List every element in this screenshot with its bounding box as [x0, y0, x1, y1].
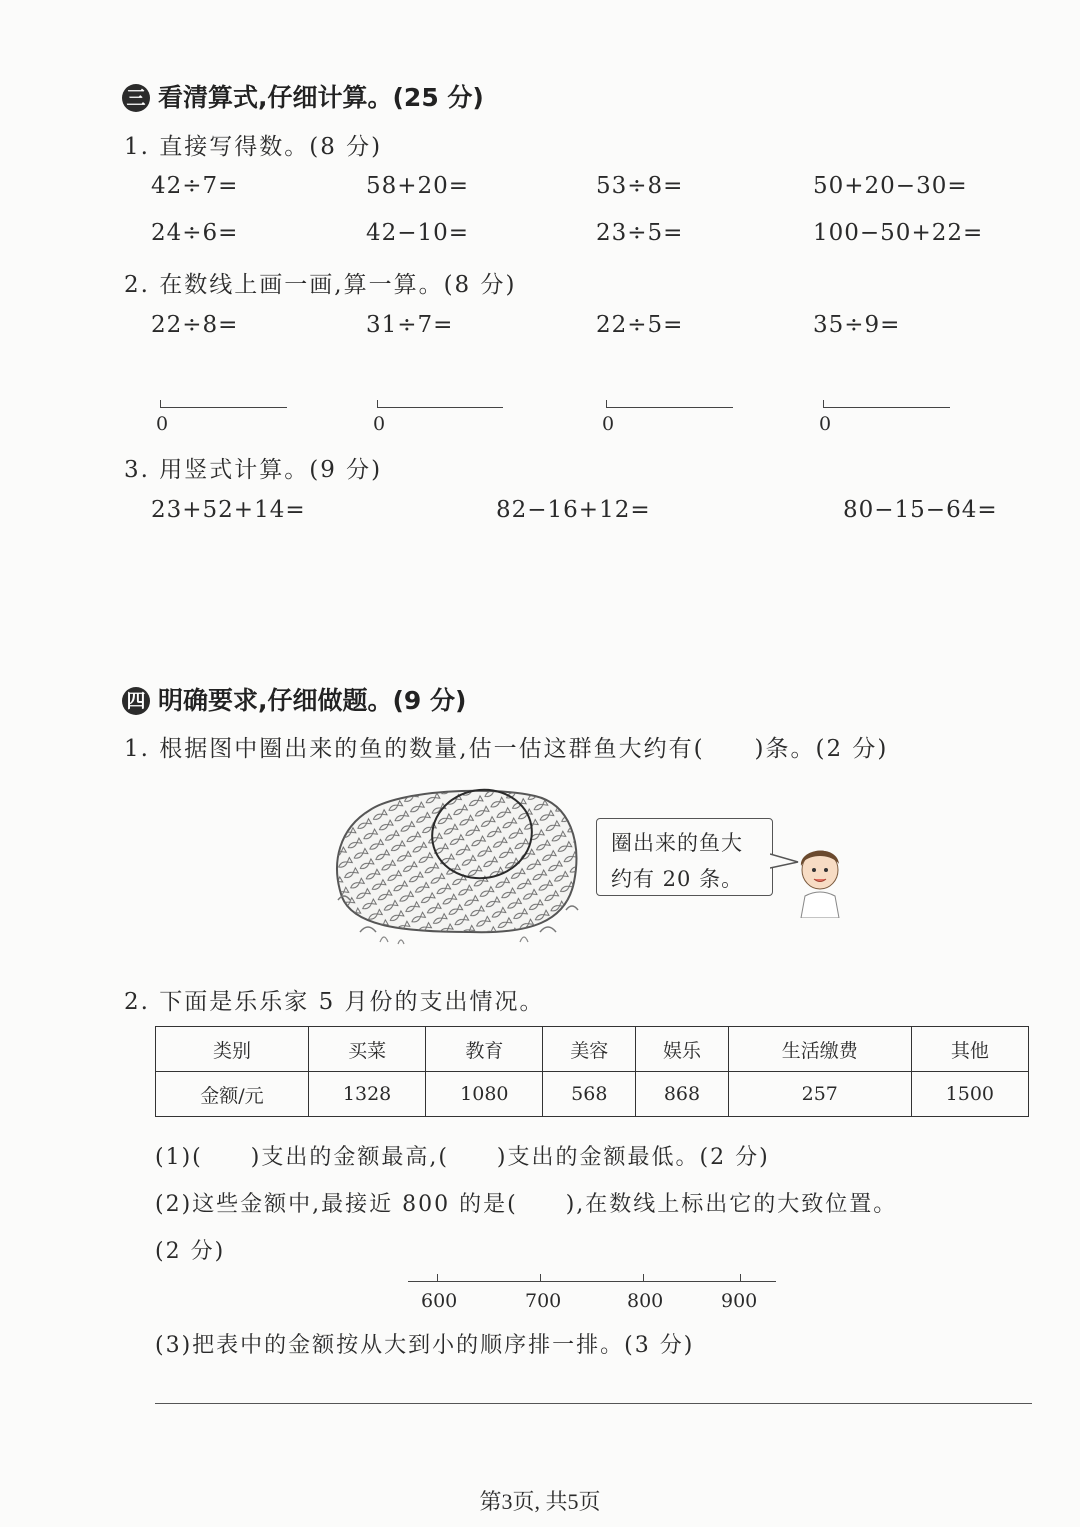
- tick-label: 700: [525, 1290, 562, 1312]
- table-cell: 868: [636, 1072, 729, 1117]
- speech-bubble: [596, 818, 773, 896]
- section-4-title: [122, 681, 466, 717]
- page-footer: 第3页, 共5页: [479, 1489, 601, 1514]
- table-cell: 教育: [426, 1027, 543, 1072]
- expense-table: [155, 1026, 1029, 1117]
- tick-label: 800: [627, 1290, 664, 1312]
- speech-line-1: 圈出来的鱼大: [611, 831, 743, 855]
- table-cell: 1500: [911, 1072, 1028, 1117]
- expr: 22÷5=: [596, 312, 684, 338]
- q4-2-sub2: (2)这些金额中,最接近 800 的是( ),在数线上标出它的大致位置。: [155, 1192, 898, 1217]
- expr: 35÷9=: [813, 312, 901, 338]
- q4-1-title: 1. 根据图中圈出来的鱼的数量,估一估这群鱼大约有( )条。(2 分): [124, 736, 889, 762]
- expr: 82−16+12=: [496, 497, 651, 523]
- expr: 80−15−64=: [843, 497, 998, 523]
- table-cell: 类别: [156, 1027, 309, 1072]
- q4-2-sub3: (3)把表中的金额按从大到小的顺序排一排。(3 分): [155, 1333, 695, 1358]
- q3-1-title: 1. 直接写得数。(8 分): [124, 134, 383, 160]
- table-cell: 金额/元: [156, 1072, 309, 1117]
- tick-label: 600: [421, 1290, 458, 1312]
- table-header-row: [156, 1027, 1029, 1072]
- expr: 100−50+22=: [813, 220, 984, 246]
- zero-label: 0: [602, 413, 615, 435]
- section-3-title: [122, 78, 484, 114]
- table-cell: 1328: [308, 1072, 425, 1117]
- fish-pond-illustration: [330, 782, 590, 952]
- section-4-title-text: 明确要求,仔细做题。(9 分): [158, 686, 467, 715]
- zero-label: 0: [373, 413, 386, 435]
- q3-2-title: 2. 在数线上画一画,算一算。(8 分): [124, 272, 517, 298]
- section-3-badge: 三: [122, 84, 150, 112]
- table-cell: 257: [728, 1072, 911, 1117]
- section-3-title-text: 看清算式,仔细计算。(25 分): [158, 83, 484, 112]
- expr: 23+52+14=: [151, 497, 306, 523]
- table-cell: 买菜: [308, 1027, 425, 1072]
- tick-label: 900: [721, 1290, 758, 1312]
- q4-2-sub1: (1)( )支出的金额最高,( )支出的金额最低。(2 分): [155, 1145, 770, 1170]
- expr: 31÷7=: [366, 312, 454, 338]
- table-cell: 1080: [426, 1072, 543, 1117]
- q4-2-title: 2. 下面是乐乐家 5 月份的支出情况。: [124, 989, 545, 1015]
- expr: 24÷6=: [151, 220, 239, 246]
- answer-line[interactable]: [155, 1403, 1032, 1404]
- expr: 53÷8=: [596, 173, 684, 199]
- expr: 42−10=: [366, 220, 470, 246]
- table-cell: 其他: [911, 1027, 1028, 1072]
- table-cell: 美容: [543, 1027, 636, 1072]
- q4-2-sub2-score: (2 分): [155, 1239, 226, 1264]
- table-row: [156, 1072, 1029, 1117]
- table-cell: 生活缴费: [728, 1027, 911, 1072]
- boy-avatar: [795, 842, 845, 918]
- zero-label: 0: [819, 413, 832, 435]
- table-cell: 568: [543, 1072, 636, 1117]
- expr: 50+20−30=: [813, 173, 968, 199]
- table-cell: 娱乐: [636, 1027, 729, 1072]
- expr: 23÷5=: [596, 220, 684, 246]
- zero-label: 0: [156, 413, 169, 435]
- expr: 22÷8=: [151, 312, 239, 338]
- expr: 58+20=: [366, 173, 470, 199]
- section-4-badge: 四: [122, 687, 150, 715]
- expr: 42÷7=: [151, 173, 239, 199]
- speech-line-2: 约有 20 条。: [611, 867, 744, 891]
- q3-3-title: 3. 用竖式计算。(9 分): [124, 457, 383, 483]
